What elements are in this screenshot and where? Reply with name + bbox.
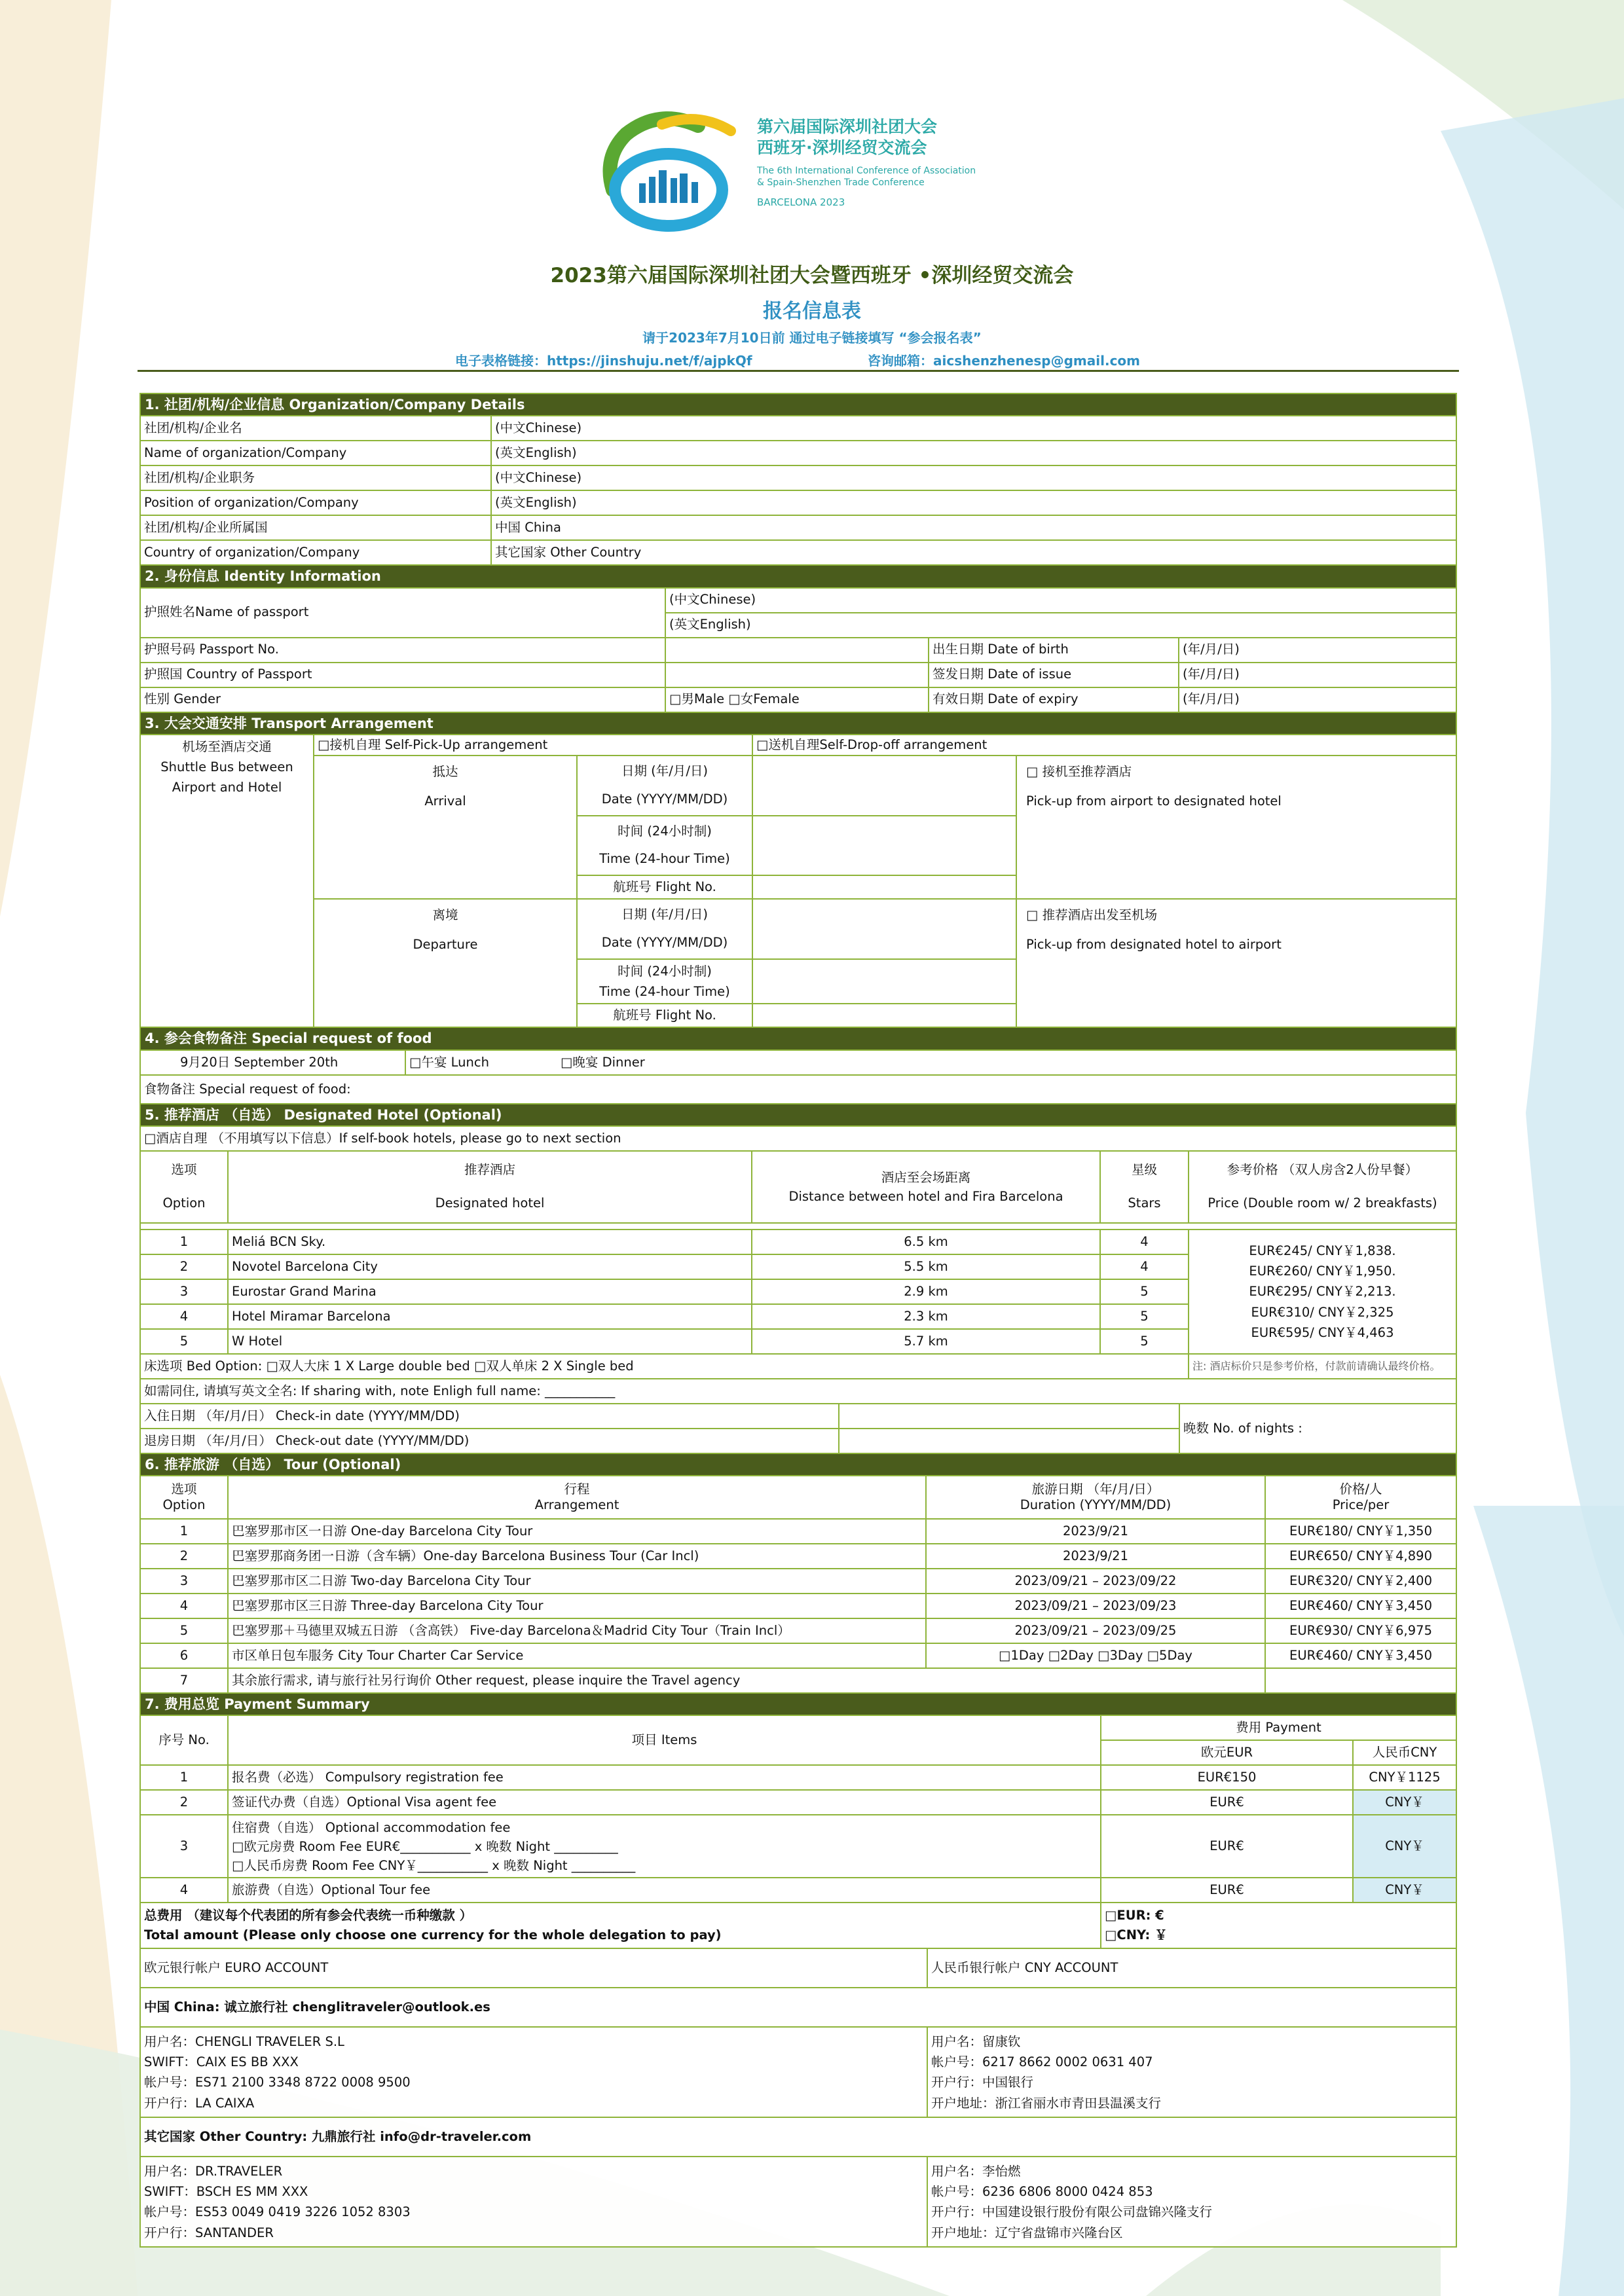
other-eur-swift: SWIFT：BSCH ES MM XXX [144, 2184, 308, 2200]
other-cny-account-no: 帐户号：6236 6806 8000 0424 853 [931, 2184, 1153, 2200]
section-transport [139, 712, 1457, 1029]
tour-col-option-en: Option [162, 1497, 206, 1513]
section-organization [139, 393, 1457, 566]
self-dropoff-checkbox[interactable]: □送机自理Self-Drop-off arrangement [752, 735, 1456, 756]
tour-option-4: 4 [140, 1594, 228, 1618]
org-country-label-en: Country of organization/Company [140, 540, 491, 565]
drop-airport-en: Pick-up from designated hotel to airport [1026, 937, 1282, 953]
tour-price-2: EUR€650/ CNY￥4,890 [1265, 1544, 1456, 1569]
departure-label-cn: 离境 [432, 907, 458, 923]
conference-logo [600, 105, 1045, 236]
tour-option-3: 3 [140, 1569, 228, 1594]
payment-item-3: 住宿费（自选） Optional accommodation fee [232, 1819, 511, 1835]
payment-item-1: 报名费（必选） Compulsory registration fee [228, 1765, 1101, 1790]
tour-name-7: 其余旅行需求, 请与旅行社另行询价 Other request, please inquire the Travel agency [228, 1668, 1265, 1693]
passport-country-label: 护照国 Country of Passport [140, 663, 665, 687]
hotel-name-5: W Hotel [228, 1329, 752, 1354]
hotel-price-1: EUR€245/ CNY￥1,838. [1249, 1243, 1396, 1258]
room-fee-cny-checkbox[interactable]: □人民币房费 Room Fee CNY￥___________ x 晚数 Night __________ [232, 1858, 636, 1874]
lunch-checkbox[interactable]: □午宴 Lunch [405, 1050, 557, 1075]
china-eur-account-name: 用户名：CHENGLI TRAVELER S.L [144, 2034, 344, 2050]
tour-col-price-en: Price/per [1332, 1497, 1390, 1513]
org-name-label-cn: 社团/机构/企业名 [140, 416, 491, 441]
logo-english-line-2: & Spain-Shenzhen Trade Conference [757, 177, 925, 188]
arrival-label-en: Arrival [424, 793, 466, 809]
section-title: 5. 推荐酒店 （自选） Designated Hotel (Optional) [140, 1104, 1456, 1126]
hotel-col-dist-cn: 酒店至会场距离 [881, 1169, 971, 1185]
euro-account-heading: 欧元银行帐户 EURO ACCOUNT [140, 1948, 927, 1988]
other-eur-account-no: 帐户号：ES53 0049 0419 3226 1052 8303 [144, 2204, 411, 2220]
org-country-other-option[interactable]: 其它国家 Other Country [491, 540, 1456, 565]
table-row[interactable] [140, 1544, 1456, 1569]
contact-email[interactable]: 咨询邮箱：aicshenzhenesp@gmail.com [868, 353, 1141, 369]
tour-option-7: 7 [140, 1668, 228, 1693]
tour-price-1: EUR€180/ CNY￥1,350 [1265, 1519, 1456, 1544]
org-name-en-field[interactable]: (英文English) [491, 441, 1456, 465]
hotel-name-3: Eurostar Grand Marina [228, 1279, 752, 1304]
arrival-date-field[interactable] [752, 756, 1016, 816]
doe-label: 有效日期 Date of expiry [929, 687, 1179, 712]
passport-no-field[interactable] [665, 638, 929, 663]
dob-field[interactable]: (年/月/日) [1179, 638, 1456, 663]
table-row[interactable] [140, 1618, 1456, 1643]
table-row[interactable] [140, 1230, 1456, 1254]
payment-col-payment: 费用 Payment [1101, 1715, 1456, 1740]
arrival-date-label-cn: 日期 (年/月/日) [621, 763, 709, 778]
china-eur-account-no: 帐户号：ES71 2100 3348 8722 0008 9500 [144, 2075, 411, 2090]
tour-name-5: 巴塞罗那＋马德里双城五日游 （含高铁） Five-day Barcelona＆Madrid City Tour（Train Incl） [228, 1618, 926, 1643]
china-cny-bank-address: 开户地址：浙江省丽水市青田县温溪支行 [931, 2095, 1162, 2111]
china-cny-account-name: 用户名：留康钦 [931, 2034, 1021, 2050]
table-row [140, 1878, 1456, 1903]
hotel-price-3: EUR€295/ CNY￥2,213. [1249, 1284, 1396, 1300]
hotel-col-stars-en: Stars [1128, 1195, 1161, 1211]
tour-price-6: EUR€460/ CNY￥3,450 [1265, 1643, 1456, 1668]
tour-day-checkboxes[interactable]: □1Day □2Day □3Day □5Day [926, 1643, 1265, 1668]
china-cny-bank: 开户行：中国银行 [931, 2075, 1034, 2090]
other-eur-bank: 开户行：SANTANDER [144, 2225, 274, 2240]
table-row[interactable] [140, 1569, 1456, 1594]
section-hotel-dates [139, 1403, 1457, 1454]
deadline-instruction: 请于2023年7月10日前 通过电子链接填写 “参会报名表” [642, 330, 982, 346]
section-title: 4. 参会食物备注 Special request of food [140, 1027, 1456, 1049]
payment-eur-3[interactable]: EUR€ [1101, 1815, 1353, 1878]
payment-eur-1: EUR€150 [1101, 1765, 1353, 1790]
pickup-hotel-checkbox[interactable]: □ 接机至推荐酒店 [1026, 763, 1132, 779]
logo-city: BARCELONA 2023 [757, 196, 845, 208]
tour-col-dur-en: Duration (YYYY/MM/DD) [1020, 1497, 1172, 1513]
tour-price-5: EUR€930/ CNY￥6,975 [1265, 1618, 1456, 1643]
tour-option-5: 5 [140, 1618, 228, 1643]
payment-cny-3[interactable]: CNY￥ [1353, 1815, 1456, 1878]
hotel-stars-5: 5 [1100, 1329, 1189, 1354]
payment-cny-2[interactable]: CNY￥ [1353, 1790, 1456, 1815]
tour-option-2: 2 [140, 1544, 228, 1569]
tour-name-4: 巴塞罗那市区三日游 Three-day Barcelona City Tour [228, 1594, 926, 1618]
tour-col-option-cn: 选项 [171, 1481, 197, 1497]
dinner-checkbox[interactable]: □晚宴 Dinner [557, 1050, 1456, 1075]
nights-field[interactable]: 晚数 No. of nights : [1179, 1404, 1456, 1453]
page-title: 2023第六届国际深圳社团大会暨西班牙 •深圳经贸交流会 [550, 264, 1074, 287]
total-label-cn: 总费用 （建议每个代表团的所有参会代表统一币种缴款 ） [144, 1908, 473, 1923]
tour-price-3: EUR€320/ CNY￥2,400 [1265, 1569, 1456, 1594]
departure-date-label-en: Date (YYYY/MM/DD) [601, 935, 728, 951]
departure-time-field[interactable] [752, 959, 1016, 1004]
tour-price-7 [1265, 1668, 1456, 1693]
hotel-stars-1: 4 [1100, 1230, 1189, 1254]
tour-name-2: 巴塞罗那商务团一日游（含车辆）One-day Barcelona Business Tour (Car Incl) [228, 1544, 926, 1569]
hotel-dist-2: 5.5 km [752, 1254, 1100, 1279]
org-position-en-field[interactable]: (英文English) [491, 490, 1456, 515]
hotel-col-stars-cn: 星级 [1131, 1162, 1157, 1178]
arrival-date-label-en: Date (YYYY/MM/DD) [601, 791, 728, 807]
departure-date-label-cn: 日期 (年/月/日) [621, 907, 709, 922]
org-position-label-cn: 社团/机构/企业职务 [140, 465, 491, 490]
checkin-field[interactable] [839, 1404, 1179, 1429]
payment-cny-1: CNY￥1125 [1353, 1765, 1456, 1790]
tour-date-1: 2023/9/21 [926, 1519, 1265, 1544]
hotel-col-option-en: Option [162, 1195, 206, 1211]
hotel-option-1: 1 [140, 1230, 228, 1254]
tour-col-arr-cn: 行程 [564, 1481, 590, 1497]
table-row [140, 1790, 1456, 1815]
tour-name-3: 巴塞罗那市区二日游 Two-day Barcelona City Tour [228, 1569, 926, 1594]
hotel-dist-1: 6.5 km [752, 1230, 1100, 1254]
hotel-name-2: Novotel Barcelona City [228, 1254, 752, 1279]
arrival-label-cn: 抵达 [432, 763, 458, 779]
header-divider [138, 370, 1459, 372]
logo-english-line-1: The 6th International Conference of Association [757, 166, 976, 176]
table-row[interactable] [140, 1519, 1456, 1544]
hotel-name-4: Hotel Miramar Barcelona [228, 1304, 752, 1329]
passport-name-en-field[interactable]: (英文English) [665, 613, 1456, 638]
section-title: 6. 推荐旅游 （自选） Tour (Optional) [140, 1453, 1456, 1476]
payment-item-2: 签证代办费（自选）Optional Visa agent fee [228, 1790, 1101, 1815]
logo-chinese-line-2: 西班牙·深圳经贸交流会 [757, 138, 927, 157]
checkout-field[interactable] [839, 1429, 1179, 1453]
china-eur-swift: SWIFT：CAIX ES BB XXX [144, 2054, 299, 2070]
hotel-col-dist-en: Distance between hotel and Fira Barcelona [788, 1188, 1063, 1204]
section-hotel [139, 1103, 1457, 1404]
other-eur-account-name: 用户名：DR.TRAVELER [144, 2164, 283, 2179]
section-title: 1. 社团/机构/企业信息 Organization/Company Details [140, 393, 1456, 416]
table-row[interactable] [140, 1643, 1456, 1668]
section-title: 3. 大会交通安排 Transport Arrangement [140, 712, 1456, 735]
china-cny-account-no: 帐户号：6217 8662 0002 0631 407 [931, 2054, 1153, 2070]
section-tour [139, 1453, 1457, 1694]
form-link[interactable]: 电子表格链接：https://jinshuju.net/f/ajpkQf [455, 353, 752, 369]
gender-label: 性别 Gender [140, 687, 665, 712]
hotel-col-price-en: Price (Double room w/ 2 breakfasts) [1208, 1195, 1437, 1211]
departure-label-en: Departure [413, 937, 478, 953]
other-cny-account-name: 用户名：李怡燃 [931, 2164, 1021, 2179]
tour-date-5: 2023/09/21 – 2023/09/25 [926, 1618, 1265, 1643]
departure-date-field[interactable] [752, 899, 1016, 959]
table-row [140, 1815, 1456, 1878]
hotel-stars-2: 4 [1100, 1254, 1189, 1279]
tour-date-2: 2023/9/21 [926, 1544, 1265, 1569]
section-identity [139, 564, 1457, 712]
payment-item-4: 旅游费（自选）Optional Tour fee [228, 1878, 1101, 1903]
payment-col-items: 项目 Items [228, 1715, 1101, 1765]
doi-label: 签发日期 Date of issue [929, 663, 1179, 687]
payment-eur-2[interactable]: EUR€ [1101, 1790, 1353, 1815]
tour-name-1: 巴塞罗那市区一日游 One-day Barcelona City Tour [228, 1519, 926, 1544]
org-name-cn-field[interactable]: (中文Chinese) [491, 416, 1456, 441]
bank-accounts [139, 1948, 1457, 2248]
hotel-price-2: EUR€260/ CNY￥1,950. [1249, 1264, 1396, 1279]
cny-account-heading: 人民币银行帐户 CNY ACCOUNT [927, 1948, 1456, 1988]
total-eur-checkbox[interactable]: □EUR: € [1105, 1908, 1164, 1923]
passport-name-label: 护照姓名Name of passport [140, 588, 665, 638]
pickup-hotel-en: Pick-up from airport to designated hotel [1026, 793, 1282, 809]
payment-no-3: 3 [140, 1815, 228, 1878]
hotel-option-4: 4 [140, 1304, 228, 1329]
payment-col-cny: 人民币CNY [1353, 1740, 1456, 1765]
registration-form [139, 393, 1457, 2248]
tour-col-dur-cn: 旅游日期 （年/月/日） [1031, 1481, 1160, 1497]
hotel-price-5: EUR€595/ CNY￥4,463 [1251, 1324, 1394, 1340]
org-country-label-cn: 社团/机构/企业所属国 [140, 515, 491, 540]
departure-time-label-cn: 时间 (24小时制) [618, 964, 712, 979]
dob-label: 出生日期 Date of birth [929, 638, 1179, 663]
hotel-option-2: 2 [140, 1254, 228, 1279]
departure-flight-field[interactable] [752, 1004, 1016, 1027]
other-cny-bank-address: 开户地址：辽宁省盘锦市兴隆台区 [931, 2225, 1123, 2240]
arrival-flight-field[interactable] [752, 875, 1016, 899]
hotel-dist-5: 5.7 km [752, 1329, 1100, 1354]
shuttle-label-cn: 机场至酒店交通 [182, 738, 272, 754]
sharing-name-field[interactable]: 如需同住, 请填写英文全名: If sharing with, note Enligh full name: ___________ [140, 1379, 1456, 1404]
self-pickup-checkbox[interactable]: □接机自理 Self-Pick-Up arrangement [314, 735, 752, 756]
table-row[interactable] [140, 1668, 1456, 1693]
section-food [139, 1027, 1457, 1104]
checkout-label: 退房日期 （年/月/日） Check-out date (YYYY/MM/DD) [140, 1429, 839, 1453]
org-position-cn-field[interactable]: (中文Chinese) [491, 465, 1456, 490]
payment-col-eur: 欧元EUR [1101, 1740, 1353, 1765]
bed-option-checkboxes[interactable]: 床选项 Bed Option: □双人大床 1 X Large double bed □双人单床 2 X Single bed [140, 1354, 1189, 1379]
logo-chinese-line-1: 第六届国际深圳社团大会 [757, 117, 938, 136]
logo-emblem [600, 105, 750, 236]
shuttle-label-en-1: Shuttle Bus between [160, 759, 293, 774]
total-cny-checkbox[interactable]: □CNY: ￥ [1105, 1927, 1168, 1943]
tour-option-6: 6 [140, 1643, 228, 1668]
hotel-col-price-cn: 参考价格 （双人房含2人份早餐） [1227, 1162, 1418, 1178]
section-payment [139, 1692, 1457, 1949]
payment-no-2: 2 [140, 1790, 228, 1815]
tour-col-arr-en: Arrangement [534, 1497, 619, 1513]
room-fee-eur-checkbox[interactable]: □欧元房费 Room Fee EUR€___________ x 晚数 Night __________ [232, 1838, 618, 1854]
section-title: 2. 身份信息 Identity Information [140, 565, 1456, 587]
arrival-time-field[interactable] [752, 816, 1016, 876]
hotel-col-name-en: Designated hotel [435, 1195, 545, 1211]
hotel-price-note: 注: 酒店标价只是参考价格，付款前请确认最终价格。 [1189, 1354, 1456, 1379]
payment-no-1: 1 [140, 1765, 228, 1790]
tour-date-4: 2023/09/21 – 2023/09/23 [926, 1594, 1265, 1618]
hotel-stars-3: 5 [1100, 1279, 1189, 1304]
departure-time-label-en: Time (24-hour Time) [599, 984, 730, 1000]
payment-cny-4[interactable]: CNY￥ [1353, 1878, 1456, 1903]
tour-date-3: 2023/09/21 – 2023/09/22 [926, 1569, 1265, 1594]
total-label-en: Total amount (Please only choose one currency for the whole delegation to pay) [144, 1927, 722, 1943]
arrival-time-label-cn: 时间 (24小时制) [618, 823, 712, 839]
org-name-label-en: Name of organization/Company [140, 441, 491, 465]
departure-flight-label: 航班号 Flight No. [577, 1004, 752, 1027]
tour-name-6: 市区单日包车服务 City Tour Charter Car Service [228, 1643, 926, 1668]
payment-eur-4[interactable]: EUR€ [1101, 1878, 1353, 1903]
other-agency-heading: 其它国家 Other Country: 九鼎旅行社 info@dr-traveler.com [140, 2117, 1456, 2157]
shuttle-label-en-2: Airport and Hotel [172, 780, 282, 795]
passport-no-label: 护照号码 Passport No. [140, 638, 665, 663]
doe-field[interactable]: (年/月/日) [1179, 687, 1456, 712]
arrival-time-label-en: Time (24-hour Time) [599, 851, 730, 867]
checkin-label: 入住日期 （年/月/日） Check-in date (YYYY/MM/DD) [140, 1404, 839, 1429]
table-row[interactable] [140, 1594, 1456, 1618]
gender-checkboxes[interactable]: □男Male □女Female [665, 687, 929, 712]
hotel-price-4: EUR€310/ CNY￥2,325 [1251, 1304, 1394, 1320]
org-position-label-en: Position of organization/Company [140, 490, 491, 515]
hotel-dist-3: 2.9 km [752, 1279, 1100, 1304]
passport-name-cn-field[interactable]: (中文Chinese) [665, 588, 1456, 613]
food-date: 9月20日 September 20th [140, 1050, 405, 1075]
hotel-option-5: 5 [140, 1329, 228, 1354]
tour-col-price-cn: 价格/人 [1339, 1481, 1382, 1497]
doi-field[interactable]: (年/月/日) [1179, 663, 1456, 687]
china-eur-bank: 开户行：LA CAIXA [144, 2095, 255, 2111]
page-subtitle: 报名信息表 [763, 300, 861, 323]
hotel-dist-4: 2.3 km [752, 1304, 1100, 1329]
hotel-stars-4: 5 [1100, 1304, 1189, 1329]
tour-option-1: 1 [140, 1519, 228, 1544]
hotel-col-option-cn: 选项 [171, 1162, 197, 1178]
org-country-china-option[interactable]: 中国 China [491, 515, 1456, 540]
passport-country-field[interactable] [665, 663, 929, 687]
payment-no-4: 4 [140, 1878, 228, 1903]
food-request-field[interactable]: 食物备注 Special request of food: [140, 1075, 1456, 1104]
payment-col-no: 序号 No. [140, 1715, 228, 1765]
tour-price-4: EUR€460/ CNY￥3,450 [1265, 1594, 1456, 1618]
arrival-flight-label: 航班号 Flight No. [577, 875, 752, 899]
hotel-name-1: Meliá BCN Sky. [228, 1230, 752, 1254]
other-cny-bank: 开户行：中国建设银行股份有限公司盘锦兴隆支行 [931, 2204, 1213, 2220]
table-row [140, 1765, 1456, 1790]
china-agency-heading: 中国 China: 诚立旅行社 chenglitraveler@outlook.es [140, 1988, 1456, 2027]
drop-airport-checkbox[interactable]: □ 推荐酒店出发至机场 [1026, 907, 1158, 923]
section-title: 7. 费用总览 Payment Summary [140, 1693, 1456, 1715]
self-book-checkbox[interactable]: □酒店自理 （不用填写以下信息）If self-book hotels, please go to next section [140, 1126, 1456, 1151]
hotel-option-3: 3 [140, 1279, 228, 1304]
hotel-col-name-cn: 推荐酒店 [464, 1162, 515, 1178]
